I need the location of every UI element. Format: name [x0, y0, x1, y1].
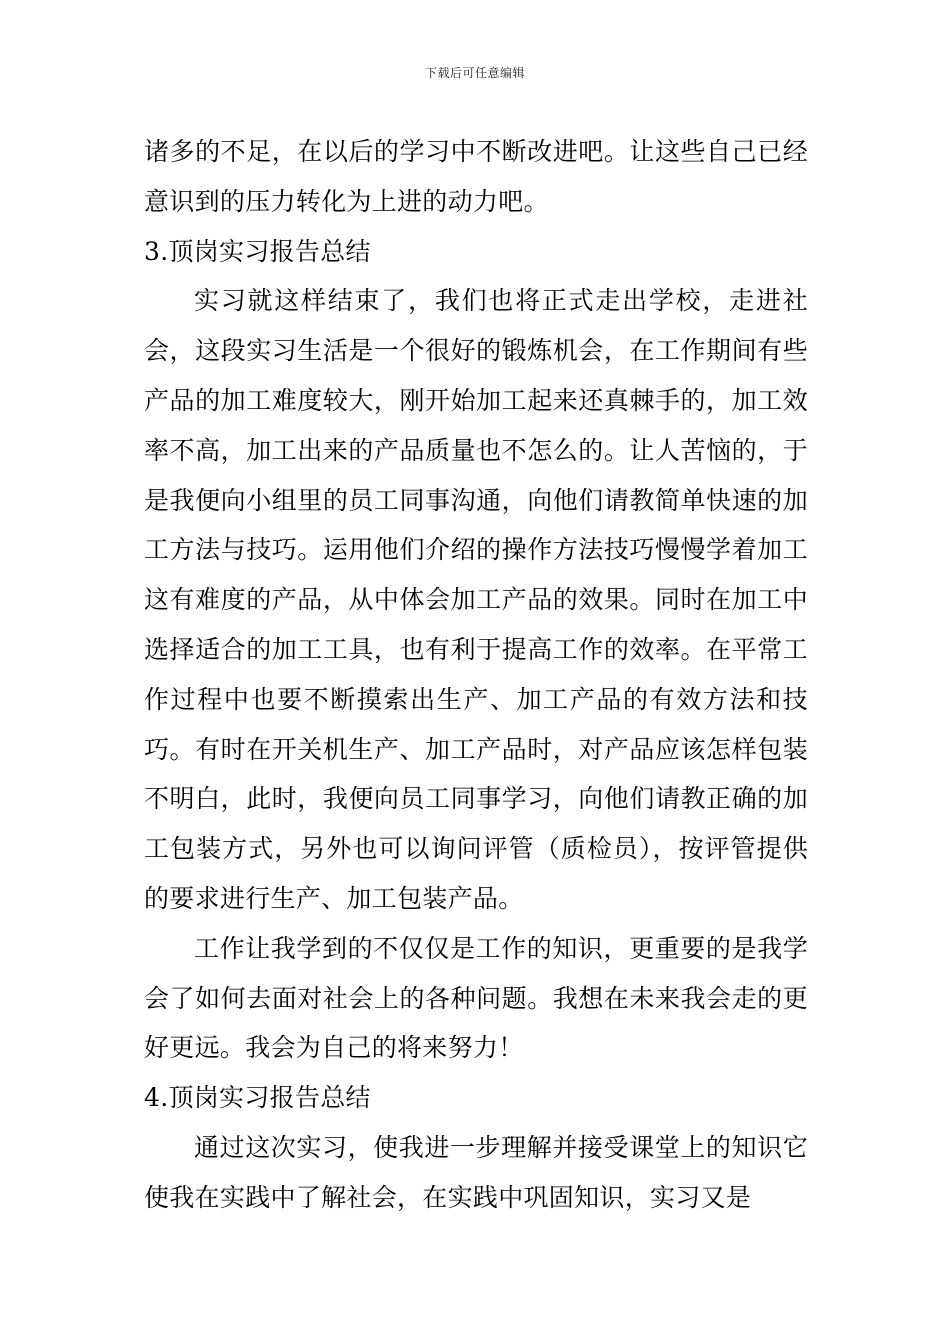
paragraph-work-lessons: 工作让我学到的不仅仅是工作的知识，更重要的是我学会了如何去面对社会上的各种问题。我想在未来我会走的更好更远。我会为自己的将来努力！	[144, 933, 808, 1063]
section-heading-4: 4.顶岗实习报告总结	[144, 1083, 371, 1113]
paragraph-internship-summary: 实习就这样结束了，我们也将正式走出学校，走进社会，这段实习生活是一个很好的锻炼机会，在工作期间有些产品的加工难度较大，刚开始加工起来还真棘手的，加工效率不高，加工出来的产品质量也不怎么的。让人苦恼的，于是我便向小组里的员工同事沟通，向他们请教简单快速的加工方法与技巧。运用他们介绍的操作方法技巧慢慢学着加工这有难度的产品，从中体会加工产品的效果。同时在加工中选择适合的加工工具，也有利于提高工作的效率。在平常工作过程中也要不断摸索出生产、加工产品的有效方法和技巧。有时在开关机生产、加工产品时，对产品应该怎样包装不明白，此时，我便向员工同事学习，向他们请教正确的加工包装方式，另外也可以询问评管（质检员），按评管提供的要求进行生产、加工包装产品。	[144, 286, 808, 913]
page-header: 下载后可任意编辑	[424, 66, 525, 80]
paragraph-internship-reflection: 通过这次实习，使我进一步理解并接受课堂上的知识它使我在实践中了解社会，在实践中巩固知识，实习又是	[144, 1132, 808, 1212]
document-body	[144, 127, 808, 1223]
paragraph-continued: 诸多的不足，在以后的学习中不断改进吧。让这些自己已经意识到的压力转化为上进的动力吧。	[144, 137, 808, 216]
section-heading-3: 3.顶岗实习报告总结	[144, 236, 371, 266]
